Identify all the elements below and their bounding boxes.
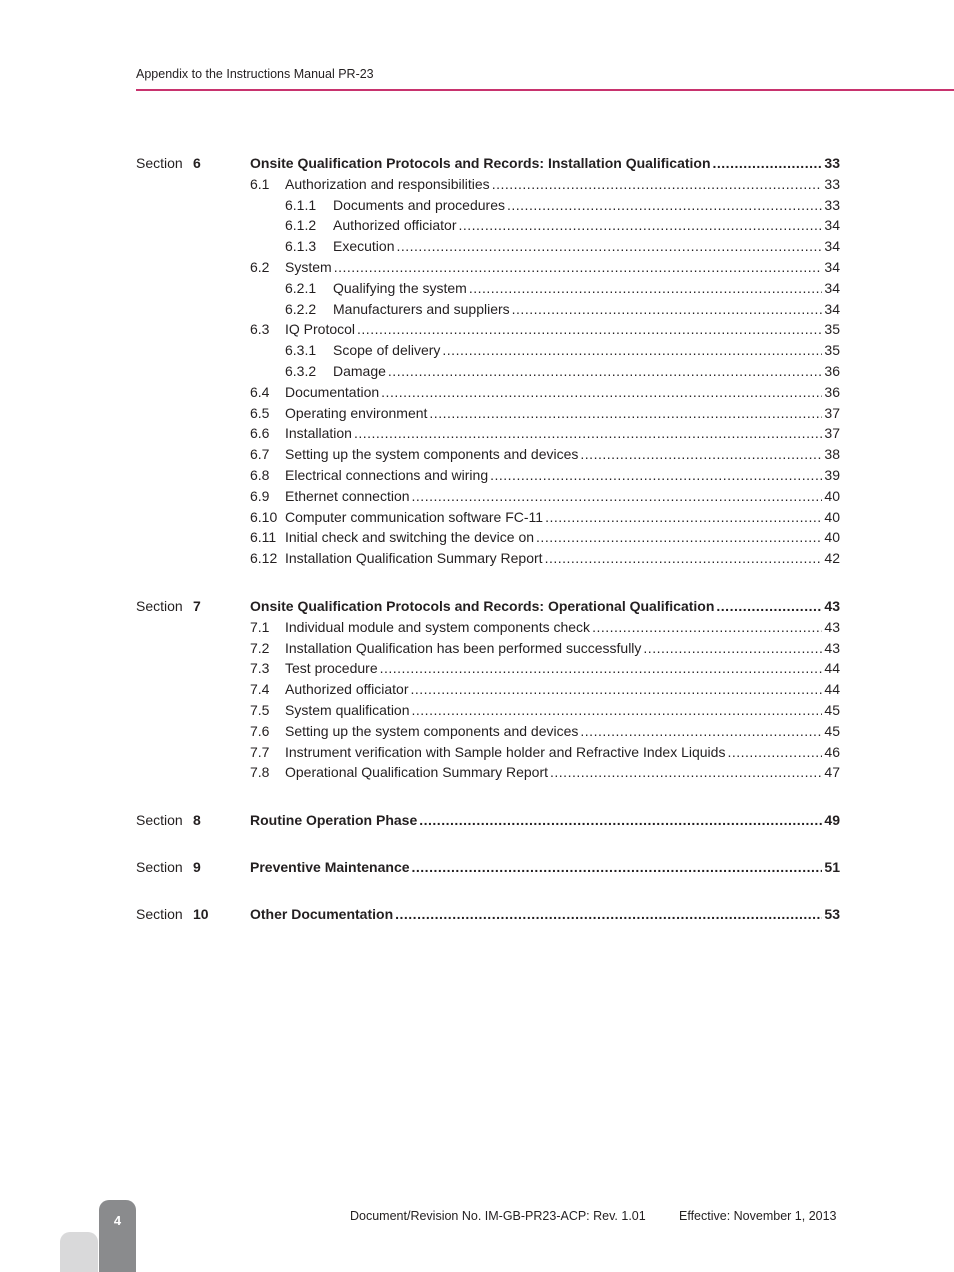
toc-subsection-line [0, 617, 954, 638]
entry-page: 53 [824, 906, 840, 922]
subsection-number: 6.2.1 [285, 279, 317, 296]
subsection-number: 6.12 [250, 550, 278, 567]
entry-title: Authorized officiator [285, 681, 409, 698]
entry-title: Setting up the system components and devices [285, 722, 579, 739]
dot-leader [592, 617, 822, 638]
dot-leader [381, 382, 822, 403]
entry-page: 40 [824, 529, 840, 546]
dot-leader [357, 319, 822, 340]
entry-title: Installation Qualification has been performed successfully [285, 639, 642, 656]
section-label: Section [136, 598, 183, 614]
dot-leader [442, 340, 822, 361]
entry-title: Setting up the system components and devices [285, 446, 579, 463]
page-number-tab [99, 1200, 136, 1272]
toc-subsection-line [0, 658, 954, 679]
dot-leader [507, 195, 822, 216]
subsection-number: 6.3.2 [285, 363, 317, 379]
entry-title: Operational Qualification Summary Report [285, 764, 549, 781]
toc-subsection-line [0, 444, 954, 465]
entry-page: 35 [824, 342, 840, 359]
entry-title: Computer communication software FC-11 [285, 508, 544, 525]
section-number: 9 [193, 859, 201, 875]
entry-title: Other Documentation [250, 906, 394, 922]
entry-page: 37 [824, 404, 840, 421]
toc-entry [285, 679, 840, 700]
toc-subsection-line [0, 299, 954, 320]
dot-leader [412, 857, 823, 878]
toc-entry [285, 700, 840, 721]
section-label: Section [136, 906, 183, 922]
dot-leader [395, 904, 822, 925]
entry-title: System [285, 259, 332, 275]
toc-subsection-line [0, 423, 954, 444]
section-number: 6 [193, 155, 201, 171]
entry-title: Test procedure [285, 660, 378, 677]
subsection-number: 6.7 [250, 446, 270, 463]
section-label: Section [136, 812, 183, 828]
page-tab-decoration [60, 1232, 98, 1272]
subsection-number: 7.1 [250, 618, 270, 635]
subsection-number: 6.3.1 [285, 342, 317, 359]
toc-entry [285, 548, 840, 569]
dot-leader [334, 257, 823, 278]
subsection-number: 7.2 [250, 639, 270, 656]
page-number: 4 [113, 1213, 122, 1228]
toc-subsection-line [0, 721, 954, 742]
toc-entry [250, 153, 840, 174]
entry-page: 34 [824, 279, 840, 296]
entry-page: 43 [824, 639, 840, 656]
dot-leader [469, 278, 823, 299]
entry-page: 34 [824, 217, 840, 234]
toc-subsection-line [0, 361, 954, 382]
toc-subsection-line [0, 236, 954, 257]
toc-subsection-line [0, 548, 954, 569]
toc-subsection-line [0, 638, 954, 659]
entry-title: Qualifying the system [333, 279, 467, 296]
entry-title: Scope of delivery [333, 342, 441, 359]
dot-leader [492, 174, 823, 195]
entry-page: 44 [824, 681, 840, 698]
subsection-number: 6.9 [250, 487, 270, 504]
entry-page: 33 [824, 175, 840, 192]
toc-entry [250, 904, 840, 925]
toc-subsection-line [0, 527, 954, 548]
dot-leader [512, 299, 823, 320]
entry-title: Installation Qualification Summary Report [285, 550, 543, 567]
toc-entry [333, 361, 840, 382]
toc-entry [285, 638, 840, 659]
toc-section-line [0, 904, 954, 925]
entry-page: 33 [824, 155, 840, 171]
toc-entry [285, 174, 840, 195]
toc-subsection-line [0, 742, 954, 763]
entry-page: 34 [824, 300, 840, 317]
toc-subsection-line [0, 215, 954, 236]
entry-title: Routine Operation Phase [250, 812, 418, 828]
toc-entry [333, 195, 840, 216]
toc-entry [285, 507, 840, 528]
entry-title: Instrument verification with Sample holder and Refractive Index Liquids [285, 743, 726, 760]
toc-subsection-line [0, 762, 954, 783]
toc-entry [285, 527, 840, 548]
subsection-number: 7.4 [250, 681, 270, 698]
entry-page: 46 [824, 743, 840, 760]
toc-entry [333, 236, 840, 257]
entry-title: System qualification [285, 702, 410, 718]
toc-entry [285, 742, 840, 763]
entry-title: Installation [285, 425, 352, 442]
entry-title: Ethernet connection [285, 487, 410, 504]
dot-leader [388, 361, 823, 382]
entry-page: 45 [824, 722, 840, 739]
toc-entry [285, 762, 840, 783]
effective-date: Effective: November 1, 2013 [679, 1209, 837, 1223]
toc-entry [285, 423, 840, 444]
subsection-number: 6.1.2 [285, 217, 317, 234]
header-rule [136, 89, 954, 91]
subsection-number: 7.5 [250, 702, 270, 718]
dot-leader [380, 658, 823, 679]
subsection-number: 7.7 [250, 743, 270, 760]
entry-page: 40 [824, 487, 840, 504]
toc-subsection-line [0, 278, 954, 299]
dot-leader [396, 236, 822, 257]
entry-title: Manufacturers and suppliers [333, 300, 510, 317]
entry-page: 37 [824, 425, 840, 442]
entry-title: Documents and procedures [333, 196, 505, 213]
entry-title: Onsite Qualification Protocols and Records: Installation Qualification [250, 155, 711, 171]
subsection-number: 7.8 [250, 764, 270, 781]
entry-page: 42 [824, 550, 840, 567]
dot-leader [412, 700, 823, 721]
entry-page: 36 [824, 383, 840, 400]
toc-section-line [0, 153, 954, 174]
entry-page: 34 [824, 238, 840, 255]
subsection-number: 6.1.3 [285, 238, 317, 255]
entry-title: Authorized officiator [333, 217, 457, 234]
toc-subsection-line [0, 382, 954, 403]
entry-page: 44 [824, 660, 840, 677]
entry-title: Initial check and switching the device on [285, 529, 535, 546]
dot-leader [536, 527, 822, 548]
dot-leader [550, 762, 822, 783]
toc-entry [285, 658, 840, 679]
toc-entry [285, 617, 840, 638]
dot-leader [716, 596, 822, 617]
toc-entry [285, 444, 840, 465]
entry-title: Operating environment [285, 404, 428, 421]
toc-section-line [0, 596, 954, 617]
entry-title: Authorization and responsibilities [285, 175, 490, 192]
entry-title: Damage [333, 363, 386, 379]
section-number: 10 [193, 906, 209, 922]
toc-entry [250, 596, 840, 617]
toc-subsection-line [0, 340, 954, 361]
toc-entry [250, 810, 840, 831]
subsection-number: 6.5 [250, 404, 270, 421]
toc-entry [250, 857, 840, 878]
entry-title: Preventive Maintenance [250, 859, 410, 875]
dot-leader [490, 465, 822, 486]
entry-page: 36 [824, 363, 840, 379]
toc-entry [285, 721, 840, 742]
dot-leader [727, 742, 822, 763]
entry-title: Onsite Qualification Protocols and Records: Operational Qualification [250, 598, 715, 614]
toc-entry [333, 340, 840, 361]
entry-title: Individual module and system components check [285, 618, 591, 635]
entry-page: 39 [824, 467, 840, 483]
entry-page: 33 [824, 196, 840, 213]
entry-page: 43 [824, 618, 840, 635]
dot-leader [713, 153, 823, 174]
entry-page: 34 [824, 259, 840, 275]
toc-entry [285, 382, 840, 403]
subsection-number: 6.8 [250, 467, 270, 483]
dot-leader [354, 423, 822, 444]
dot-leader [545, 507, 822, 528]
dot-leader [580, 444, 822, 465]
subsection-number: 6.10 [250, 508, 278, 525]
entry-page: 40 [824, 508, 840, 525]
toc-section-line [0, 810, 954, 831]
entry-title: Execution [333, 238, 395, 255]
dot-leader [458, 215, 822, 236]
entry-page: 38 [824, 446, 840, 463]
document-revision: Document/Revision No. IM-GB-PR23-ACP: Rev. 1.01 [350, 1209, 646, 1223]
dot-leader [545, 548, 823, 569]
entry-page: 47 [824, 764, 840, 781]
toc-entry [333, 215, 840, 236]
toc-entry [285, 403, 840, 424]
subsection-number: 7.3 [250, 660, 270, 677]
entry-title: Documentation [285, 383, 380, 400]
toc-entry [285, 319, 840, 340]
toc-subsection-line [0, 486, 954, 507]
toc-subsection-line [0, 465, 954, 486]
toc-subsection-line [0, 319, 954, 340]
entry-page: 49 [824, 812, 840, 828]
toc-entry [285, 465, 840, 486]
subsection-number: 6.4 [250, 383, 270, 400]
toc-subsection-line [0, 195, 954, 216]
entry-page: 43 [824, 598, 840, 614]
toc-entry [285, 486, 840, 507]
dot-leader [643, 638, 822, 659]
toc-subsection-line [0, 403, 954, 424]
section-number: 8 [193, 812, 201, 828]
toc-subsection-line [0, 700, 954, 721]
subsection-number: 7.6 [250, 722, 270, 739]
running-header: Appendix to the Instructions Manual PR-23 [136, 67, 374, 81]
toc-subsection-line [0, 174, 954, 195]
toc-entry [333, 299, 840, 320]
toc-subsection-line [0, 679, 954, 700]
section-label: Section [136, 859, 183, 875]
toc-subsection-line [0, 257, 954, 278]
subsection-number: 6.1 [250, 175, 270, 192]
dot-leader [410, 679, 822, 700]
entry-page: 35 [824, 321, 840, 338]
subsection-number: 6.6 [250, 425, 270, 442]
entry-page: 45 [824, 702, 840, 718]
toc-entry [285, 257, 840, 278]
entry-title: IQ Protocol [285, 321, 356, 338]
entry-title: Electrical connections and wiring [285, 467, 489, 483]
subsection-number: 6.3 [250, 321, 270, 338]
section-number: 7 [193, 598, 201, 614]
toc-section-line [0, 857, 954, 878]
dot-leader [580, 721, 822, 742]
subsection-number: 6.2 [250, 259, 270, 275]
subsection-number: 6.11 [250, 529, 277, 546]
subsection-number: 6.2.2 [285, 300, 317, 317]
dot-leader [429, 403, 822, 424]
toc-subsection-line [0, 507, 954, 528]
toc-entry [333, 278, 840, 299]
dot-leader [412, 486, 823, 507]
entry-page: 51 [824, 859, 840, 875]
subsection-number: 6.1.1 [285, 196, 317, 213]
section-label: Section [136, 155, 183, 171]
dot-leader [419, 810, 822, 831]
